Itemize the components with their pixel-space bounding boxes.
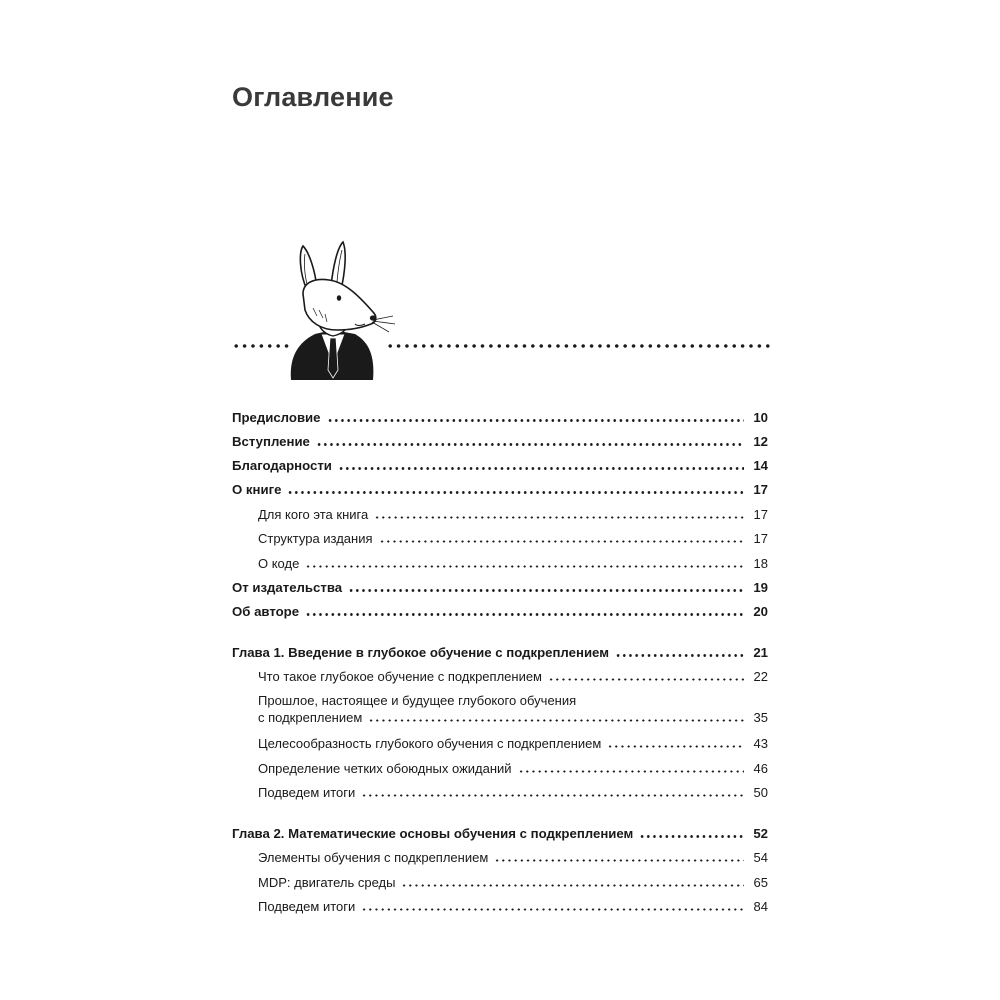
dot-leader xyxy=(607,745,744,748)
rabbit-in-suit-illustration xyxy=(285,238,405,383)
toc-entry-title: MDP: двигатель среды xyxy=(258,875,396,890)
toc-entry-page: 20 xyxy=(753,604,768,619)
toc-entry-title-line1: Прошлое, настоящее и будущее глубокого обучения xyxy=(258,693,577,708)
dotted-divider-left xyxy=(232,344,290,348)
toc-entry-title: От издательства xyxy=(232,580,343,595)
dot-leader xyxy=(287,491,744,494)
toc-chapter-page: 21 xyxy=(753,645,768,660)
dot-leader xyxy=(338,467,744,470)
toc-entry-page: 12 xyxy=(753,434,768,449)
toc-entry-title: Вступление xyxy=(232,434,310,449)
dot-leader xyxy=(548,678,744,681)
dot-leader xyxy=(305,565,744,568)
toc-entry-page: 46 xyxy=(753,761,768,776)
toc-entry-title: Для кого эта книга xyxy=(258,507,369,522)
toc-subentry[interactable] xyxy=(258,874,768,891)
toc-subentry[interactable] xyxy=(258,506,768,523)
toc-subentry[interactable] xyxy=(258,849,768,866)
dot-leader xyxy=(348,589,744,592)
toc-entry-page: 54 xyxy=(753,850,768,865)
toc-chapter-title: Глава 2. Математические основы обучения с подкреплением xyxy=(232,826,634,841)
dot-leader xyxy=(379,540,744,543)
toc-entry[interactable] xyxy=(232,603,768,620)
toc-entry[interactable] xyxy=(232,457,768,474)
toc-entry-title-line2: с подкреплением xyxy=(258,710,363,725)
toc-entry-page: 65 xyxy=(753,875,768,890)
toc-subentry[interactable] xyxy=(258,735,768,752)
toc-subentry[interactable] xyxy=(258,692,768,726)
dot-leader xyxy=(368,719,744,722)
toc-entry[interactable] xyxy=(232,481,768,498)
toc-entry-page: 84 xyxy=(753,899,768,914)
toc-chapter-2[interactable] xyxy=(232,825,768,842)
toc-entry-page: 14 xyxy=(753,458,768,473)
toc-entry-page: 50 xyxy=(753,785,768,800)
dot-leader xyxy=(518,770,744,773)
toc-entry[interactable] xyxy=(232,433,768,450)
toc-entry-title: О коде xyxy=(258,556,300,571)
toc-entry[interactable] xyxy=(232,579,768,596)
toc-entry-title: Элементы обучения с подкреплением xyxy=(258,850,489,865)
toc-subentry[interactable] xyxy=(258,760,768,777)
dotted-divider-right xyxy=(386,344,770,348)
toc-entry-title: Благодарности xyxy=(232,458,332,473)
toc-entry-title: О книге xyxy=(232,482,282,497)
toc-entry-page: 10 xyxy=(753,410,768,425)
toc-chapter-title: Глава 1. Введение в глубокое обучение с подкреплением xyxy=(232,645,609,660)
toc-subentry[interactable] xyxy=(258,898,768,915)
toc-subentry[interactable] xyxy=(258,555,768,572)
toc-entry-page: 17 xyxy=(753,531,768,546)
dot-leader xyxy=(615,654,744,657)
toc-entry-page: 17 xyxy=(753,482,768,497)
toc-entry-title: Структура издания xyxy=(258,531,373,546)
toc-entry-title: Подведем итоги xyxy=(258,785,356,800)
dot-leader xyxy=(305,613,744,616)
dot-leader xyxy=(316,443,744,446)
toc-entry-title: Что такое глубокое обучение с подкреплением xyxy=(258,669,542,684)
toc-chapter-1[interactable] xyxy=(232,644,768,661)
toc-entry-page: 17 xyxy=(753,507,768,522)
dot-leader xyxy=(361,908,744,911)
dot-leader xyxy=(401,884,744,887)
page-title: Оглавление xyxy=(232,82,394,112)
toc-entry-page: 18 xyxy=(753,556,768,571)
dot-leader xyxy=(639,835,744,838)
toc-entry-page: 19 xyxy=(753,580,768,595)
toc-subentry[interactable] xyxy=(258,530,768,547)
toc-entry-page: 22 xyxy=(753,669,768,684)
dot-leader xyxy=(374,516,744,519)
dot-leader xyxy=(494,859,744,862)
toc-entry[interactable] xyxy=(232,409,768,426)
dot-leader xyxy=(361,794,744,797)
toc-entry-title: Предисловие xyxy=(232,410,321,425)
toc-subentry[interactable] xyxy=(258,784,768,801)
toc-entry-page: 35 xyxy=(753,710,768,725)
toc-entry-page: 43 xyxy=(753,736,768,751)
toc-entry-title: Определение четких обоюдных ожиданий xyxy=(258,761,512,776)
toc-entry-title: Целесообразность глубокого обучения с подкреплением xyxy=(258,736,602,751)
toc-subentry[interactable] xyxy=(258,668,768,685)
toc-entry-title: Подведем итоги xyxy=(258,899,356,914)
dot-leader xyxy=(327,419,745,422)
toc-entry-title: Об авторе xyxy=(232,604,300,619)
toc-chapter-page: 52 xyxy=(753,826,768,841)
